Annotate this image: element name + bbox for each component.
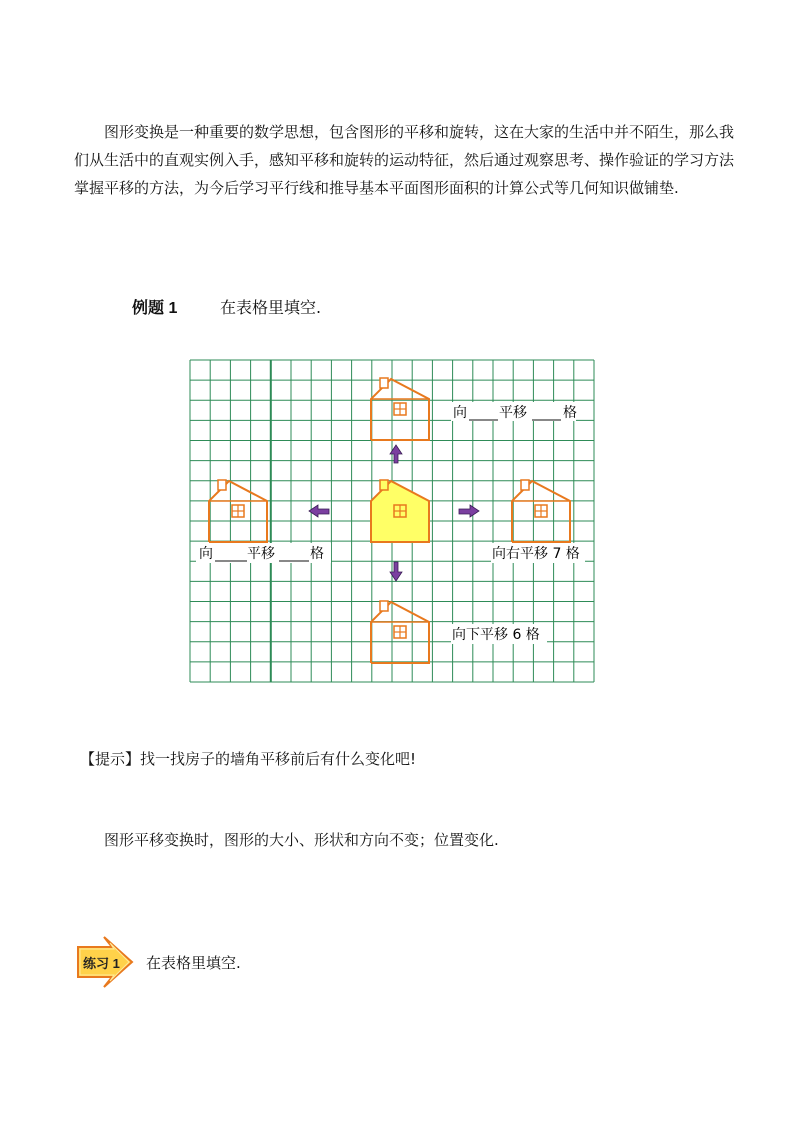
- practice-instruction: 在表格里填空.: [146, 954, 241, 972]
- example-instruction: 在表格里填空.: [220, 298, 322, 317]
- house-original-chimney: [380, 480, 388, 490]
- arrow-right-icon: [459, 505, 479, 517]
- practice-badge-label: 练习 1: [83, 956, 120, 971]
- intro-paragraph: 图形变换是一种重要的数学思想，包含图形的平移和旋转，这在大家的生活中并不陌生，那么我们从生活中的直观实例入手，感知平移和旋转的运动特征，然后通过观察思考、操作验证的学习方法掌握平移的方法，为今后学习平行线和推导基本平面图形面积的计算公式等几何知识做铺垫.: [74, 123, 735, 197]
- label-up-dir: 向: [453, 405, 467, 421]
- tip: [80, 748, 416, 769]
- label-left-move: 平移: [247, 546, 275, 562]
- rule-statement: 图形平移变换时，图形的大小、形状和方向不变；位置变化.: [104, 831, 499, 849]
- translation-grid-figure: [189, 359, 595, 683]
- label-left-dir: 向: [199, 546, 213, 562]
- house-left: [209, 480, 267, 542]
- label-up-unit: 格: [563, 405, 577, 421]
- tip-label: 【提示】: [80, 750, 141, 768]
- house-top-chimney: [380, 378, 388, 388]
- house-top: [371, 378, 429, 440]
- example-label: 例题 1: [132, 300, 178, 317]
- label-left-unit: 格: [310, 546, 324, 562]
- label-right: 向右平移 7 格: [492, 546, 580, 562]
- label-down: 向下平移 6 格: [452, 627, 540, 643]
- arrow-left-icon: [309, 505, 329, 517]
- house-right: [512, 480, 570, 542]
- example-heading: [132, 295, 322, 318]
- label-up-move: 平移: [499, 405, 527, 421]
- house-bottom: [371, 601, 429, 663]
- tip-text: 找一找房子的墙角平移前后有什么变化吧!: [140, 750, 417, 768]
- house-original: [371, 480, 429, 542]
